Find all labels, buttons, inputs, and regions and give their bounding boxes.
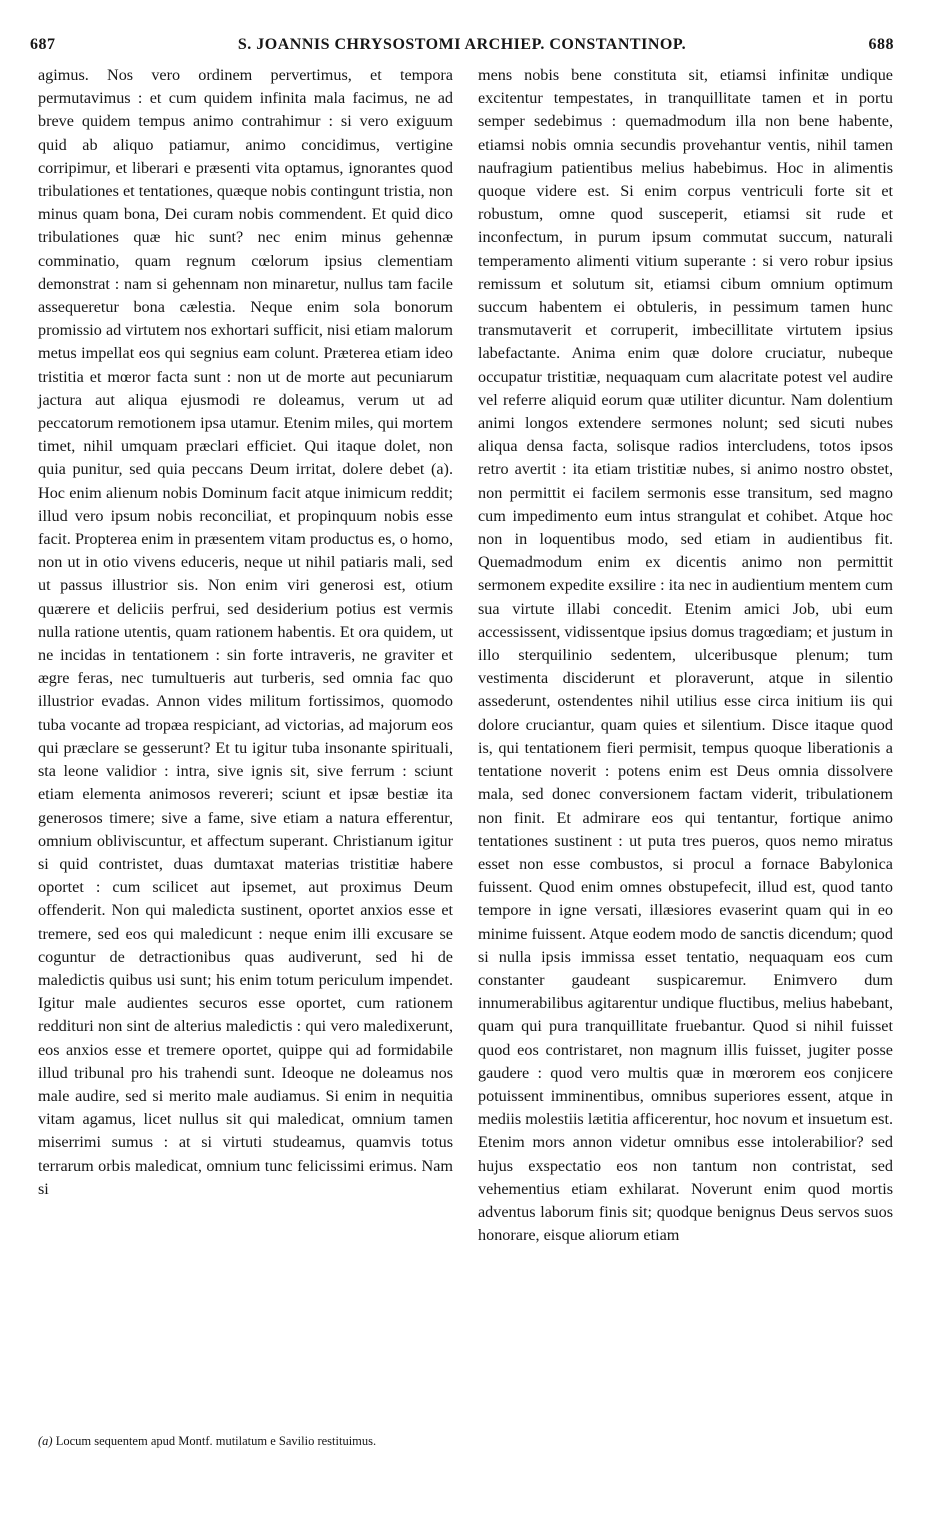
page-header	[30, 36, 894, 60]
page-number-right: 688	[868, 36, 894, 53]
footnote-mark: (a)	[38, 1434, 53, 1448]
right-column	[478, 64, 893, 1247]
footnote-text: Locum sequentem apud Montf. mutilatum e Savilio restituimus.	[55, 1434, 377, 1448]
footnote	[38, 1434, 453, 1449]
page-number-left: 687	[30, 36, 56, 53]
right-column-text: mens nobis bene constituta sit, etiamsi infinitæ undique excitentur tempestates, in tranquillitate tamen et in portu semper sedebimus : quemadmodum illa non bene habente, etiamsi nobis omnia secundis provehantur ventis, nihil tamen naufragium patientibus melius habebimus. Hoc in alimentis quoque videre est. Si enim corpus ventriculi forte sit et robustum, omne quod susceperit, etiamsi sit rude et inconfectum, in purum ipsum commutat succum, naturali temperamento alimenti vitium superante : si vero robur ipsius remissum et solutum sit, etiamsi cibum omnium optimum succum habentem ei obtuleris, in pessimum tamen hunc transmutaverit et corruperit, imbecillitate virtutem ipsius labefactante. Anima enim quæ dolore cruciatur, nubeque occupatur tristitiæ, nequaquam cum alacritate potest vel audire vel referre aliquid eorum quæ utiliter dicuntur. Nam dolentium animi longos extendere sermones nolunt; sed sicuti nubes aliqua densa facta, solisque radios intercludens, totos ipsos retro avertit : ita etiam tristitiæ nubes, si animo nostro obstet, non permittit ei facilem sermonis esse transitum, sed magno cum impedimento eum intus strangulat et cohibet. Atque hoc non in loquentibus modo, sed etiam in audientibus fit. Quemadmodum enim ex dicentis animo non permittit sermonem expedite exsilire : ita nec in audientium mentem cum sua virtute illabi concedit. Etenim amici Job, ubi eum accessissent, vidissentque ipsius domus tragœdiam; et justum in illo sterquilinio sedentem, ulceribusque plenum; tum vestimenta disciderunt et ploraverunt, atque in silentio assederunt, ostendentes nihil utilius esse circa initium iis qui dolore cruciantur, quam quies et silentium. Disce itaque quod is, qui tentationem fieri permisit, tempus quoque liberationis a tentatione noverit : potens enim est Deus omnia dissolvere mala, sed donec conversionem factam viderit, tribulationem non finit. Et admirare eos qui tentantur, fortique animo tentationes sustinent : ut puta tres pueros, quos nemo miratus esset non esse combustos, si procul a fornace Babylonica fuissent. Quod enim omnes obstupefecit, illud est, quod tanto tempore in igne versati, illæsiores evaserint quam qui in eo minime fuissent. Atque eodem modo de sanctis dicendum; quod si nulla ipsis immissa esset tentatio, nequaquam eos cum constanter gaudeant suspicaremur. Enimvero dum innumerabilibus agitarentur undique fluctibus, melius habebant, quam qui pura tranquillitate fruebantur. Quod si nihil fuisset quod eos contristaret, non magnum illis fuisset, jugiter posse gaudere : quod vero multis quæ in mœrorem eos conjicere potuissent imminentibus, omnibus superiores essent, atque in mediis molestiis lætitia afficerentur, hoc novum et insuetum est. Etenim mors annon videtur omnibus esse intolerabilior? sed hujus exspectatio eos non tantum non contristat, sed vehementius etiam exhilarat. Noverunt enim quod mortis adventus laborum finis sit; quodque benignus Deus servos suos honorare, eisque aliorum etiam	[478, 66, 893, 1245]
left-column	[38, 64, 453, 1201]
running-title: S. JOANNIS CHRYSOSTOMI ARCHIEP. CONSTANTINOP.	[237, 36, 687, 53]
left-column-text: agimus. Nos vero ordinem pervertimus, et tempora permutavimus : et cum quidem infinita mala facimus, ne ad breve quidem tempus animo contrahimur : si vero exiguum quid ab aliquo patiamur, animo concidimus, vertigine corripimur, et liberari e præsenti vita optamus, ignorantes quod tribulationes et tentationes, quæque nobis contingunt tristia, non minus quam bona, Dei curam nobis commendent. Et quid dico tribulationes quæ hic sunt? nec enim minus gehennæ comminatio, quam regnum cœlorum ipsius clementiam demonstrat : nam si gehennam non minaretur, nullus tam facile assequeretur bona cælestia. Neque enim sola bonorum promissio ad virtutem nos exhortari sufficit, nisi etiam malorum metus impellat eos qui segnius eam colunt. Præterea etiam ideo tristitia et mœror facta sunt : non ut de morte aut pecuniarum jactura aut aliqua ejusmodi re doleamus, verum ut ad peccatorum remotionem ipsa utamur. Etenim miles, qui mortem timet, nihil umquam præclari efficiet. Qui itaque dolet, non quia punitur, sed quia peccans Deum irritat, dolere debet (a). Hoc enim alienum nobis Dominum facit atque inimicum reddit; illud vero ipsum nobis reconciliat, et propinquum nobis esse facit. Propterea enim in præsentem vitam productus es, o homo, non ut in otio vivens educeris, neque ut nihil patiaris mali, sed ut passus illustrior sis. Non enim viri generosi est, otium quærere et deliciis perfrui, sed desiderium potius est vermis nulla ratione utentis, quam rationem habentis. Et ora quidem, ut ne incidas in tentationem : sin forte intraveris, ne graviter et ægre feras, nec tumultueris aut turberis, sed omnia fac quo illustrior evadas. Annon vides militum fortissimos, quomodo tuba vocante ad tropæa respiciant, ad victorias, ad majorum eos qui præclare se gesserunt? Et tu igitur tuba insonante spirituali, sta leone validior : intra, sive ignis sit, sive ferrum : sciunt etiam elementa animosos revereri; sciunt et ipsæ bestiæ ita generosos timere; sive a fame, sive etiam a natura efferentur, omnium obliviscuntur, et affectum superant. Christianum igitur si quid contristet, duas dumtaxat materias tristitiæ habere oportet : cum scilicet aut ipsemet, aut proximus Deum offenderit. Non qui maledicta sustinent, oportet anxios esse et tremere, sed eos qui maledicunt : neque enim illi excusare se coguntur de detractionibus quas audiverunt, sed hi de maledictis quibus usi sunt; his enim totum periculum impendet. Igitur male audientes securos esse oportet, cum rationem reddituri non sint de alterius maledictis : qui vero maledixerunt, eos anxios esse et tremere oportet, quippe qui ad formidabile illud tribunal pro his trahendi sunt. Ideoque ne doleamus nos male audire, sed si merito male audiamus. Si enim in nequitia vitam agamus, licet nullus sit qui maledicat, omnium tamen miserrimi sumus : at si virtuti studeamus, quamvis totus terrarum orbis maledicat, omnium tunc felicissimi erimus. Nam si	[38, 66, 453, 1198]
